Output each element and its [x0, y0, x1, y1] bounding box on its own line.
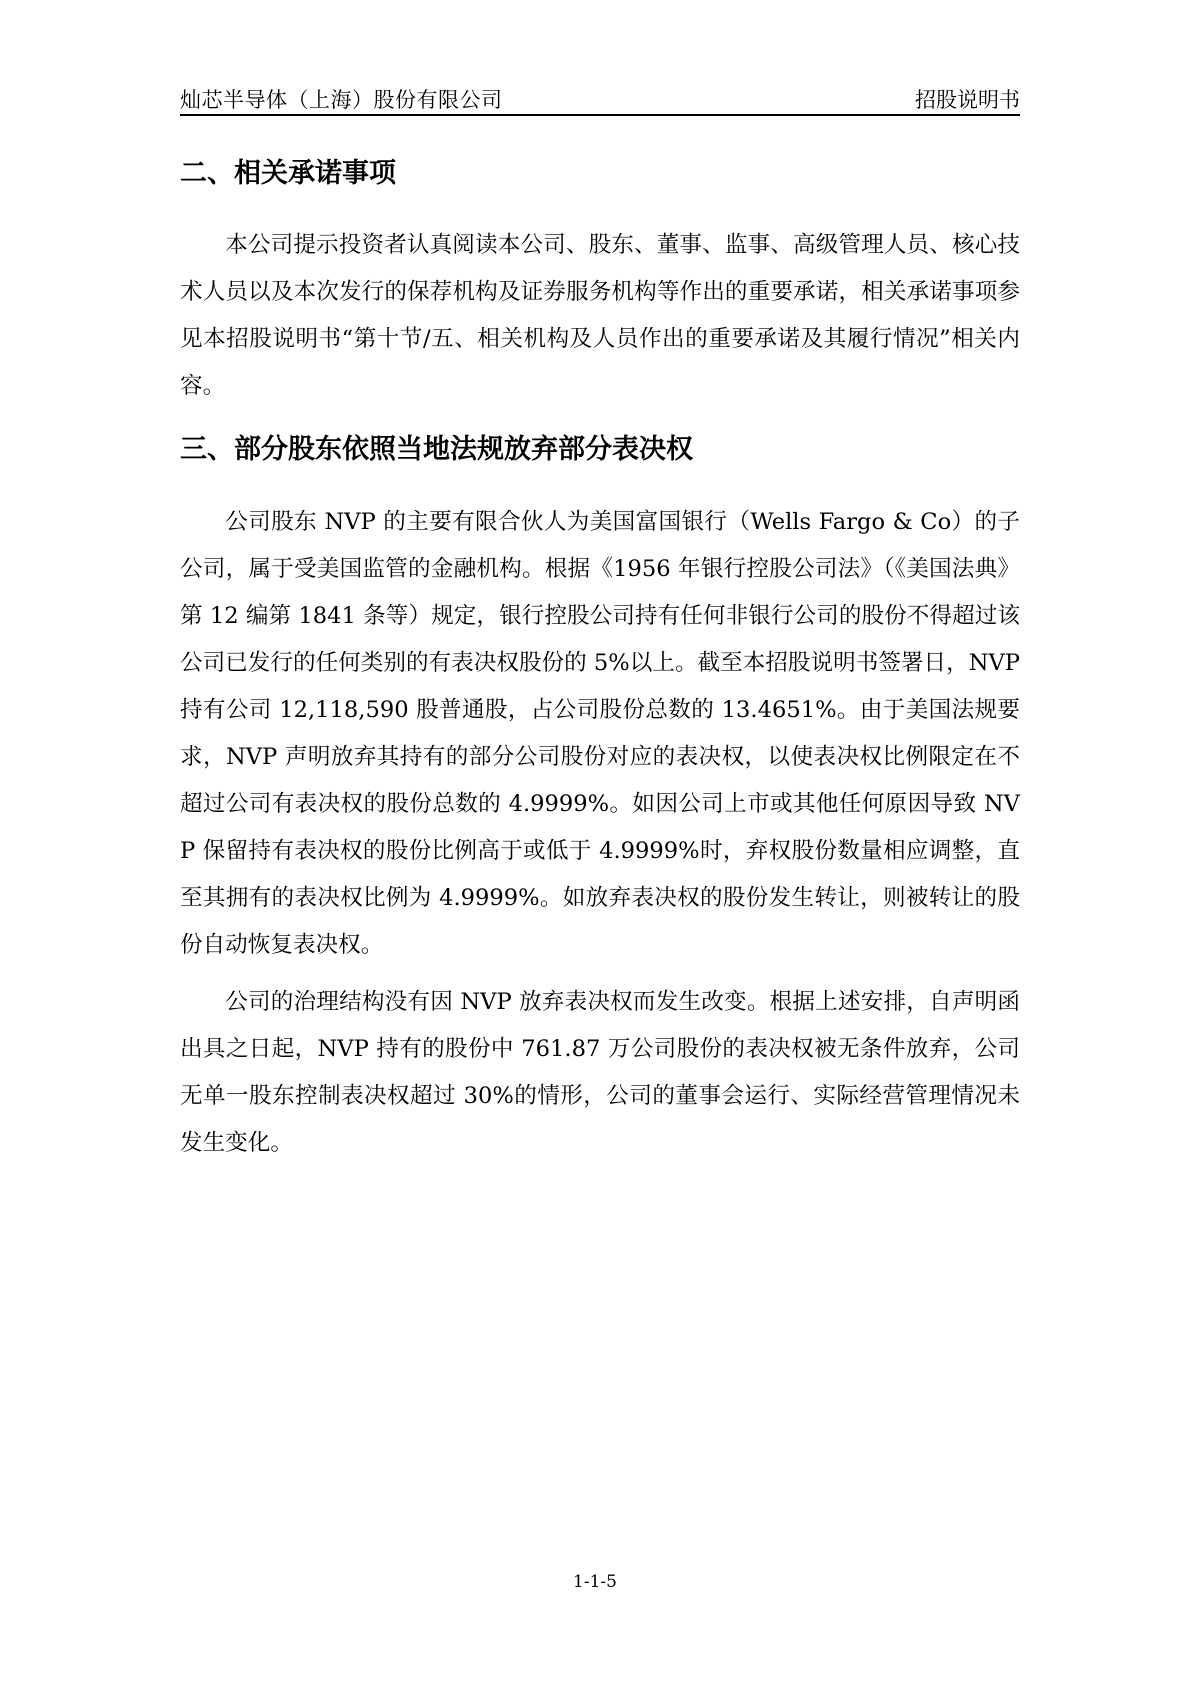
header-company-name: 灿芯半导体（上海）股份有限公司: [180, 88, 503, 112]
page-header: [180, 78, 1020, 116]
section-title-commitments: 二、相关承诺事项: [180, 158, 396, 189]
paragraph-nvp-voting-rights: 公司股东 NVP 的主要有限合伙人为美国富国银行（Wells Fargo & Co）的子公司，属于受美国监管的金融机构。根据《1956 年银行控股公司法》（《美国法典》第 12 编第 1841 条等）规定，银行控股公司持有任何非银行公司的股份不得超过该公司已发行的任何类别的有表决权股份的 5%以上。截至本招股说明书签署日，NVP 持有公司 12,118,590 股普通股，占公司股份总数的 13.4651%。由于美国法规要求，NVP 声明放弃其持有的部分公司股份对应的表决权，以使表决权比例限定在不超过公司有表决权的股份总数的 4.9999%。如因公司上市或其他任何原因导致 NVP 保留持有表决权的股份比例高于或低于 4.9999%时，弃权股份数量相应调整，直至其拥有的表决权比例为 4.9999%。如放弃表决权的股份发生转让，则被转让的股份自动恢复表决权。: [180, 509, 1020, 958]
page-content: [180, 154, 1020, 1167]
section-title-voting-rights-waiver: 三、部分股东依照当地法规放弃部分表决权: [180, 434, 693, 465]
paragraph-governance-structure: 公司的治理结构没有因 NVP 放弃表决权而发生改变。根据上述安排，自声明函出具之日起，NVP 持有的股份中 761.87 万公司股份的表决权被无条件放弃，公司无单一股东控制表决权超过 30%的情形，公司的董事会运行、实际经营管理情况未发生变化。: [180, 989, 1020, 1156]
paragraph-commitments: 本公司提示投资者认真阅读本公司、股东、董事、监事、高级管理人员、核心技术人员以及本次发行的保荐机构及证券服务机构等作出的重要承诺，相关承诺事项参见本招股说明书“第十节/五、相关机构及人员作出的重要承诺及其履行情况”相关内容。: [180, 232, 1020, 399]
page-number: 1-1-5: [573, 1572, 617, 1592]
header-document-type: 招股说明书: [915, 88, 1020, 112]
